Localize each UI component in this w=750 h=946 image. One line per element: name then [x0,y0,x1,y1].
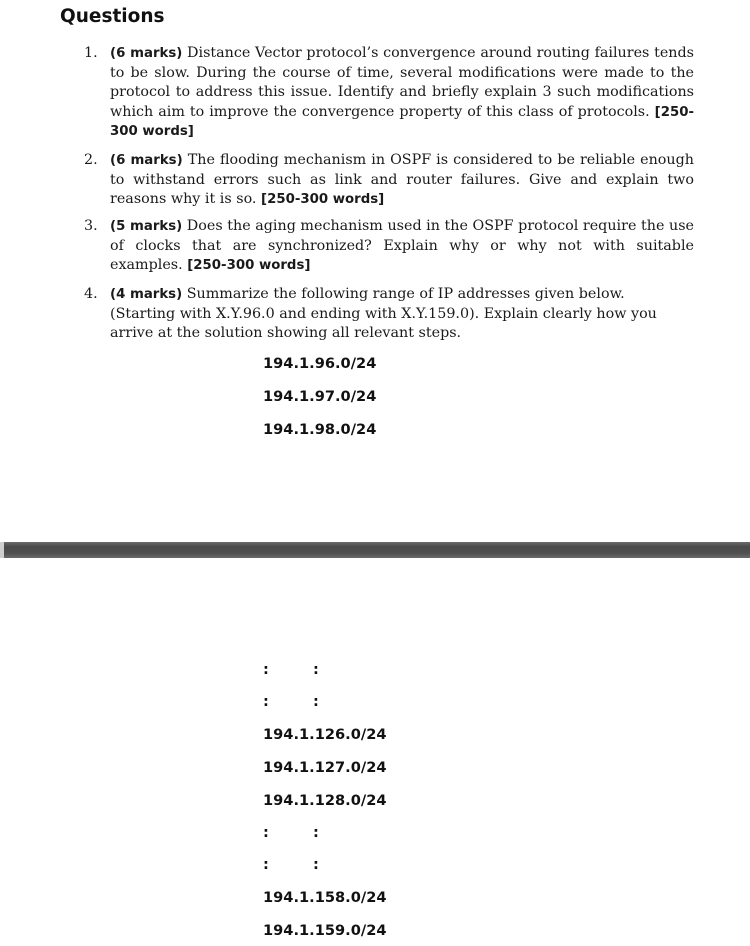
question-number: 4. [84,286,98,302]
ellipsis-mark: : [313,693,319,710]
ellipsis-mark: : [313,856,319,873]
ellipsis-mark: : [263,856,269,873]
question-1 [84,44,694,142]
ellipsis-row [263,824,333,844]
question-4 [84,285,694,344]
ip-address: 194.1.126.0/24 [263,726,387,743]
ip-address: 194.1.127.0/24 [263,759,387,776]
ip-address: 194.1.98.0/24 [263,421,377,438]
ellipsis-row [263,693,333,713]
ellipsis-mark: : [263,661,269,678]
question-text: Does the aging mechanism used in the OSPF protocol require the use of clocks that are synchronized? Explain why or why not with suitable examples. [110,218,694,274]
question-2 [84,151,694,210]
question-text: Summarize the following range of IP addresses given below. (Starting with X.Y.96.0 and ending with X.Y.159.0). Explain clearly how you arrive at the solution showing all relevant steps. [110,286,657,342]
ip-address: 194.1.159.0/24 [263,922,387,939]
ellipsis-mark: : [263,824,269,841]
question-body [110,44,694,142]
ip-address: 194.1.158.0/24 [263,889,387,906]
ip-address: 194.1.128.0/24 [263,792,387,809]
question-body [110,217,694,276]
ellipsis-mark: : [313,661,319,678]
question-3 [84,217,694,276]
question-number: 2. [84,152,98,168]
question-marks: (4 marks) [110,287,183,302]
section-heading: Questions [60,6,165,27]
page-separator [0,542,750,558]
question-marks: (6 marks) [110,46,183,61]
question-body [110,151,694,210]
question-number: 3. [84,218,98,234]
question-text: Distance Vector protocol’s convergence around routing failures tends to be slow. During the course of time, several modifications were made to the protocol to address this issue. Identify and briefly explain 3 such modifications which aim to improve the convergence property of this class of protocols. [110,45,694,120]
word-limit: [250-300 words] [187,258,311,274]
question-marks: (5 marks) [110,219,183,234]
word-limit: [250-300 words] [261,192,385,208]
question-text: The flooding mechanism in OSPF is considered to be reliable enough to withstand errors such as link and router failures. Give and explain two reasons why it is so. [110,152,694,208]
ellipsis-row [263,661,333,681]
word-limit: [250-300 words] [110,104,694,140]
ellipsis-mark: : [313,824,319,841]
question-body [110,285,694,344]
ellipsis-row [263,856,333,876]
ip-address: 194.1.97.0/24 [263,388,377,405]
ellipsis-mark: : [263,693,269,710]
ip-address: 194.1.96.0/24 [263,355,377,372]
question-number: 1. [84,45,98,61]
question-marks: (6 marks) [110,153,183,168]
